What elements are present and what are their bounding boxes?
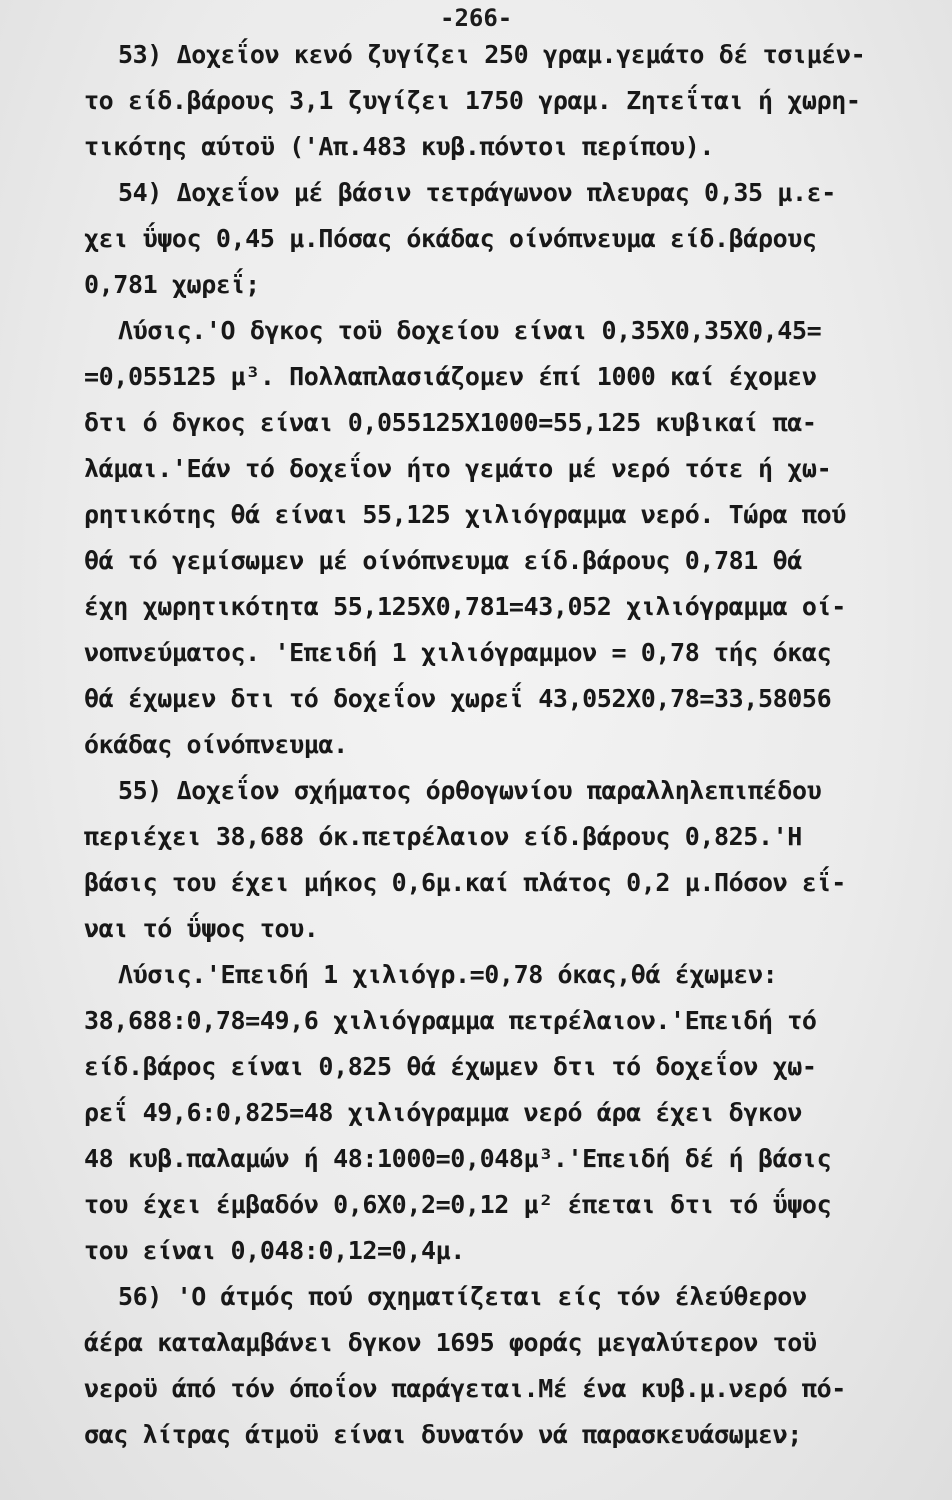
text-line: νοπνεύματος. 'Επειδή 1 χιλιόγραμμον = 0,78 τής όκας [84,638,832,667]
text-line: άέρα καταλαμβάνει δγκον 1695 φοράς μεγαλύτερον τοϋ [84,1328,817,1357]
text-line: βάσις του έχει μήκος 0,6μ.καί πλάτος 0,2 μ.Πόσον εΐ- [84,868,846,897]
text-line: ρητικότης θά είναι 55,125 χιλιόγραμμα νερό. Τώρα πού [84,500,846,529]
text-line: του είναι 0,048:0,12=0,4μ. [84,1236,465,1265]
text-line: το είδ.βάρους 3,1 ζυγίζει 1750 γραμ. Ζητεΐται ή χωρη- [84,86,861,115]
text-line: θά τό γεμίσωμεν μέ οίνόπνευμα είδ.βάρους 0,781 θά [84,546,802,575]
text-line: ναι τό ΰψος του. [84,914,319,943]
text-line: Λύσις.'Ο δγκος τοϋ δοχείου είναι 0,35Χ0,35Χ0,45= [118,316,822,345]
text-line: όκάδας οίνόπνευμα. [84,730,348,759]
text-line: θά έχωμεν δτι τό δοχεΐον χωρεΐ 43,052Χ0,78=33,58056 [84,684,832,713]
text-line: 48 κυβ.παλαμών ή 48:1000=0,048μ³.'Επειδή δέ ή βάσις [84,1144,832,1173]
text-line: Λύσις.'Επειδή 1 χιλιόγρ.=0,78 όκας,θά έχωμεν: [118,960,778,989]
text-line: δτι ό δγκος είναι 0,055125Χ1000=55,125 κυβικαί πα- [84,408,817,437]
text-line: 53) Δοχεΐον κενό ζυγίζει 250 γραμ.γεμάτο δέ τσιμέν- [118,40,866,69]
text-line: έχη χωρητικότητα 55,125Χ0,781=43,052 χιλιόγραμμα οί- [84,592,846,621]
text-line: περιέχει 38,688 όκ.πετρέλαιον είδ.βάρους 0,825.'Η [84,822,802,851]
page-number: -266- [440,4,513,32]
text-line: 54) Δοχεΐον μέ βάσιν τετράγωνον πλευρας 0,35 μ.ε- [118,178,836,207]
text-line: του έχει έμβαδόν 0,6Χ0,2=0,12 μ² έπεται δτι τό ΰψος [84,1190,832,1219]
text-line: σας λίτρας άτμοϋ είναι δυνατόν νά παρασκευάσωμεν; [84,1420,802,1449]
text-line: ρεΐ 49,6:0,825=48 χιλιόγραμμα νερό άρα έχει δγκον [84,1098,802,1127]
text-line: 0,781 χωρεΐ; [84,270,260,299]
text-line: νεροϋ άπό τόν όποΐον παράγεται.Μέ ένα κυβ.μ.νερό πό- [84,1374,846,1403]
text-line: 38,688:0,78=49,6 χιλιόγραμμα πετρέλαιον.'Επειδή τό [84,1006,817,1035]
text-line: λάμαι.'Εάν τό δοχεΐον ήτο γεμάτο μέ νερό τότε ή χω- [84,454,832,483]
text-line: =0,055125 μ³. Πολλαπλασιάζομεν έπί 1000 καί έχομεν [84,362,817,391]
text-line: είδ.βάρος είναι 0,825 θά έχωμεν δτι τό δοχεΐον χω- [84,1052,817,1081]
text-line: 56) 'Ο άτμός πού σχηματίζεται είς τόν έλεύθερον [118,1282,807,1311]
text-line: χει ΰψος 0,45 μ.Πόσας όκάδας οίνόπνευμα είδ.βάρους [84,224,817,253]
text-line: 55) Δοχεΐον σχήματος όρθογωνίου παραλληλεπιπέδου [118,776,822,805]
text-line: τικότης αύτοϋ ('Απ.483 κυβ.πόντοι περίπου). [84,132,715,161]
